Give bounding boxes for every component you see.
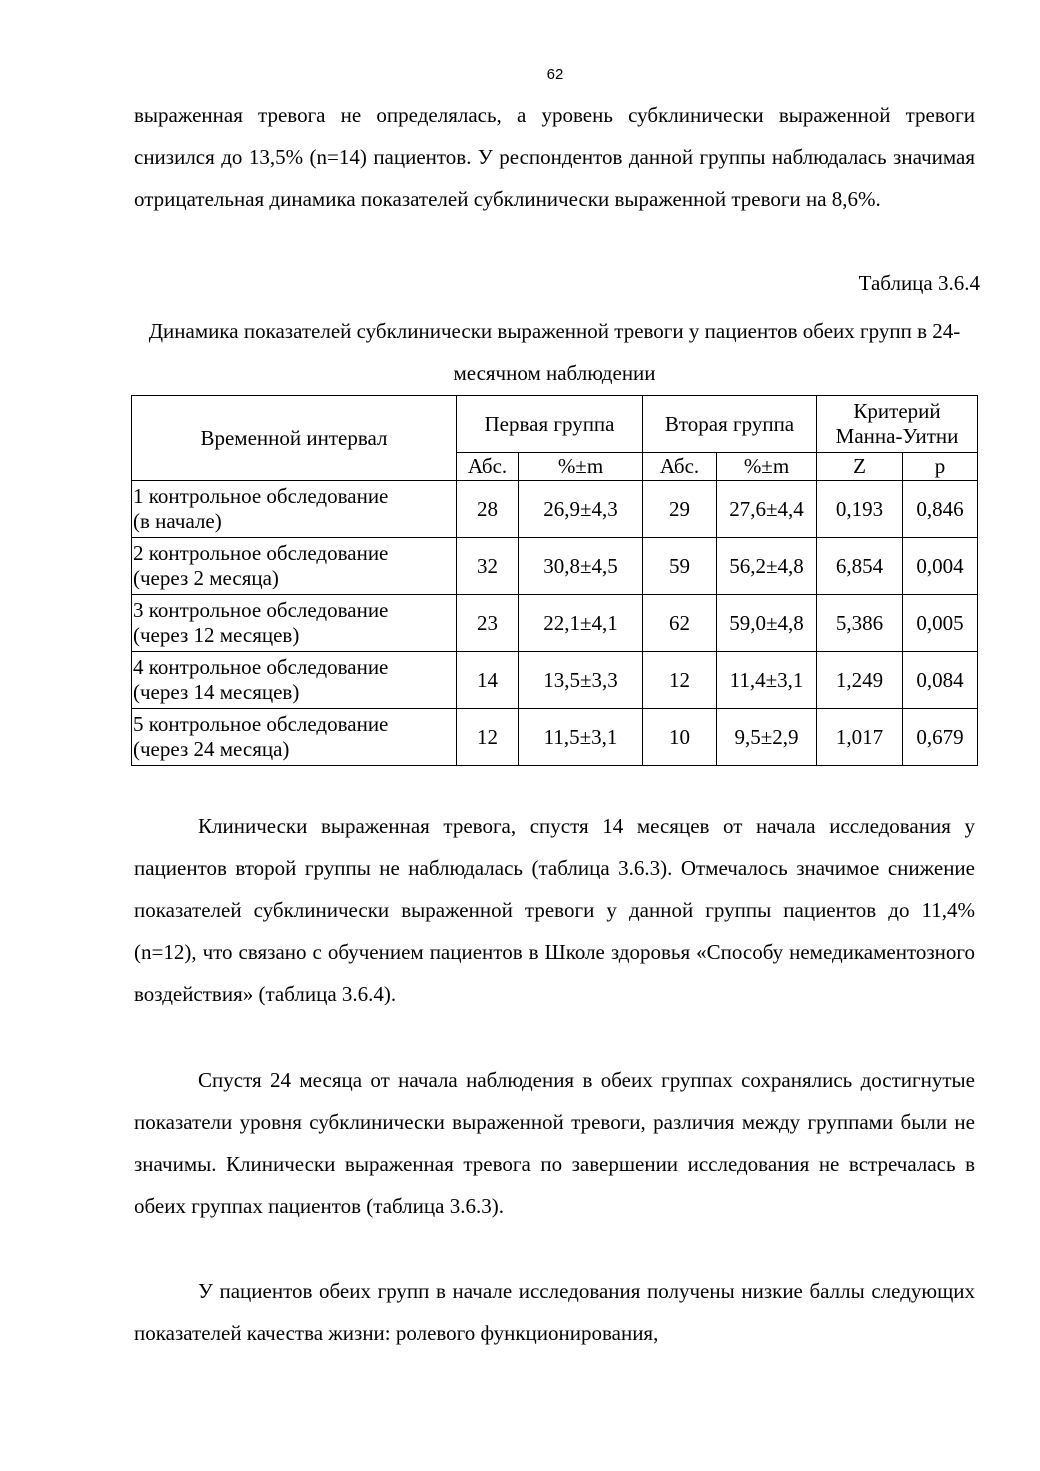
p-cell: 0,846 — [903, 481, 978, 538]
paragraph-3: Спустя 24 месяца от начала наблюдения в обеих группах сохранялись достигнутые показатели уровня субклинически выраженной тревоги, различия между группами были не значимы. Клинически выраженная тревога по завершении исследования не встречалась в обеих группах пациентов (таблица 3.6.3). — [134, 1068, 975, 1218]
header-criterion-line1: Критерий — [853, 399, 941, 423]
abs-group-2-cell: 10 — [643, 709, 717, 766]
header-p: p — [903, 453, 978, 481]
table-row — [132, 652, 978, 709]
abs-group-2-cell: 12 — [643, 652, 717, 709]
interval-line2: (через 2 месяца) — [133, 566, 279, 590]
interval-line2: (через 12 месяцев) — [133, 623, 300, 647]
pct-group-2-cell: 56,2±4,8 — [717, 538, 817, 595]
z-cell: 6,854 — [817, 538, 903, 595]
table-title: Динамика показателей субклинически выраженной тревоги у пациентов обеих групп в 24-месячном наблюдении — [148, 319, 961, 385]
interval-line1: 2 контрольное обследование — [133, 541, 389, 565]
pct-group-1-cell: 26,9±4,3 — [519, 481, 643, 538]
header-abs-group-2: Абс. — [643, 453, 717, 481]
z-cell: 0,193 — [817, 481, 903, 538]
table-row — [132, 595, 978, 652]
z-cell: 1,249 — [817, 652, 903, 709]
table-row — [132, 709, 978, 766]
paragraph-2: Клинически выраженная тревога, спустя 14 месяцев от начала исследования у пациентов второй группы не наблюдалась (таблица 3.6.3). Отмечалось значимое снижение показателей субклинически выраженной тревоги у данной группы пациентов до 11,4% (n=12), что связано с обучением пациентов в Школе здоровья «Способу немедикаментозного воздействия» (таблица 3.6.4). — [134, 814, 975, 1006]
interval-cell — [132, 709, 457, 766]
z-cell: 5,386 — [817, 595, 903, 652]
p-cell: 0,005 — [903, 595, 978, 652]
table-row — [132, 481, 978, 538]
header-pct-group-1: %±m — [519, 453, 643, 481]
abs-group-1-cell: 12 — [457, 709, 519, 766]
table-header-row-1 — [132, 396, 978, 453]
abs-group-2-cell: 29 — [643, 481, 717, 538]
abs-group-1-cell: 23 — [457, 595, 519, 652]
abs-group-1-cell: 28 — [457, 481, 519, 538]
header-criterion-line2: Манна-Уитни — [835, 424, 959, 448]
page-number: 62 — [546, 66, 564, 83]
interval-line1: 3 контрольное обследование — [133, 598, 389, 622]
header-abs-group-1: Абс. — [457, 453, 519, 481]
header-mann-whitney — [817, 396, 978, 453]
pct-group-2-cell: 9,5±2,9 — [717, 709, 817, 766]
interval-line1: 1 контрольное обследование — [133, 484, 389, 508]
pct-group-1-cell: 22,1±4,1 — [519, 595, 643, 652]
interval-cell — [132, 481, 457, 538]
header-pct-group-2: %±m — [717, 453, 817, 481]
header-group-1: Первая группа — [457, 396, 643, 453]
header-interval: Временной интервал — [132, 396, 457, 481]
z-cell: 1,017 — [817, 709, 903, 766]
pct-group-1-cell: 30,8±4,5 — [519, 538, 643, 595]
interval-line2: (через 14 месяцев) — [133, 680, 300, 704]
interval-cell — [132, 652, 457, 709]
paragraph-1: выраженная тревога не определялась, а уровень субклинически выраженной тревоги снизился до 13,5% (n=14) пациентов. У респондентов данной группы наблюдалась значимая отрицательная динамика показателей субклинически выраженной тревоги на 8,6%. — [134, 103, 975, 211]
header-z: Z — [817, 453, 903, 481]
pct-group-1-cell: 11,5±3,1 — [519, 709, 643, 766]
abs-group-1-cell: 32 — [457, 538, 519, 595]
pct-group-2-cell: 27,6±4,4 — [717, 481, 817, 538]
paragraph-4: У пациентов обеих групп в начале исследования получены низкие баллы следующих показателей качества жизни: ролевого функционирования, — [134, 1279, 975, 1345]
pct-group-2-cell: 11,4±3,1 — [717, 652, 817, 709]
abs-group-2-cell: 62 — [643, 595, 717, 652]
p-cell: 0,084 — [903, 652, 978, 709]
abs-group-2-cell: 59 — [643, 538, 717, 595]
pct-group-1-cell: 13,5±3,3 — [519, 652, 643, 709]
p-cell: 0,004 — [903, 538, 978, 595]
anxiety-dynamics-table — [131, 395, 978, 766]
interval-line1: 4 контрольное обследование — [133, 655, 389, 679]
interval-cell — [132, 595, 457, 652]
interval-line2: (через 24 месяца) — [133, 737, 290, 761]
table-row — [132, 538, 978, 595]
header-group-2: Вторая группа — [643, 396, 817, 453]
p-cell: 0,679 — [903, 709, 978, 766]
interval-line1: 5 контрольное обследование — [133, 712, 389, 736]
interval-line2: (в начале) — [133, 509, 222, 533]
abs-group-1-cell: 14 — [457, 652, 519, 709]
interval-cell — [132, 538, 457, 595]
pct-group-2-cell: 59,0±4,8 — [717, 595, 817, 652]
table-number: Таблица 3.6.4 — [858, 271, 980, 295]
